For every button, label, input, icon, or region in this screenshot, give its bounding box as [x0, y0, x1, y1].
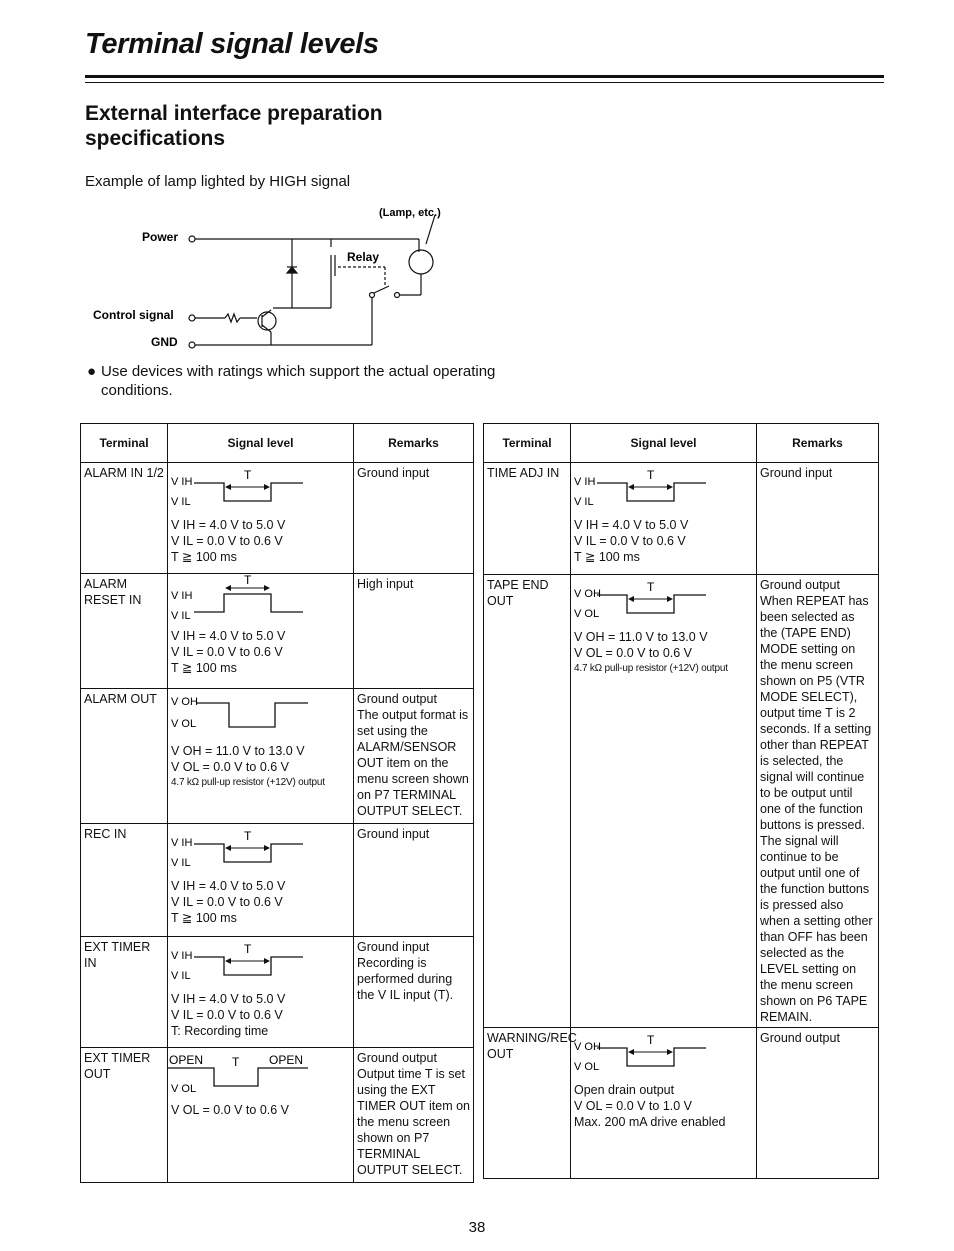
t-arrow-head-left	[225, 845, 231, 851]
t-arrow-head-right	[264, 845, 270, 851]
t-arrow-head-right	[264, 958, 270, 964]
table-row	[81, 689, 474, 824]
spec-line: V IL = 0.0 V to 0.6 V	[171, 534, 283, 548]
wave-bottom-label: V OL	[574, 608, 600, 620]
remarks-cell: Ground output The output format is set using the ALARM/SENSOR OUT item on the menu screen shown on P7 TERMINAL OUTPUT SELECT.	[354, 689, 474, 824]
spec-line: V IH = 4.0 V to 5.0 V	[574, 518, 689, 532]
signal-diagram	[168, 689, 353, 743]
wave-top-label: V OH	[171, 696, 198, 708]
spec-line: V IL = 0.0 V to 0.6 V	[574, 534, 686, 548]
wave-bottom-label: V IL	[171, 496, 191, 508]
signal-waveform	[571, 575, 751, 629]
terminal-cell: REC IN	[81, 824, 168, 937]
signal-level-cell	[168, 1048, 354, 1183]
bullet-note-text: Use devices with ratings which support the actual operating conditions.	[101, 363, 496, 399]
wave-bottom-label: V OL	[171, 718, 197, 730]
waveform-line	[194, 483, 303, 501]
table-row	[81, 463, 474, 574]
intro-text: Example of lamp lighted by HIGH signal	[85, 173, 351, 190]
spec-line: T ≧ 100 ms	[171, 911, 237, 925]
t-arrow-head-left	[628, 596, 634, 602]
relay-label: Relay	[347, 250, 380, 264]
remarks-cell: Ground output When REPEAT has been selected as the (TAPE END) MODE setting on the menu screen shown on P5 (VTR MODE SELECT), output time T is 2 seconds. If a setting other than REPEAT is selected, the signal will continue to be output until one of the function buttons is pressed. The signal will continue to be output until one of the function buttons is pressed also when a setting other than OFF has been selected as the LEVEL setting on the menu screen shown on P6 TAPE REMAIN.	[757, 575, 879, 1028]
spec-lines	[168, 991, 353, 1039]
spec-lines	[571, 629, 756, 677]
spec-lines	[571, 1082, 756, 1130]
remarks-cell: Ground output	[757, 1028, 879, 1179]
wave-bottom-label: V IL	[171, 970, 191, 982]
wave-open-left-label: OPEN	[169, 1053, 204, 1067]
waveform-line	[597, 595, 706, 613]
right-spec-table	[483, 423, 879, 1179]
signal-waveform	[571, 463, 751, 517]
remarks-cell: High input	[354, 574, 474, 689]
wave-t-label: T	[244, 829, 252, 843]
wave-bottom-label: V OL	[574, 1061, 600, 1073]
wave-t-label: T	[647, 1033, 655, 1047]
signal-level-cell	[571, 575, 757, 1028]
signal-waveform	[168, 937, 348, 991]
spec-line: Open drain output	[574, 1083, 675, 1097]
terminal-cell: ALARM RESET IN	[81, 574, 168, 689]
section-title: External interface preparation specifications	[85, 102, 383, 150]
table-row	[81, 1048, 474, 1183]
wave-open-right-label: OPEN	[269, 1053, 304, 1067]
spec-line: V IL = 0.0 V to 0.6 V	[171, 895, 283, 909]
spec-line: V OH = 11.0 V to 13.0 V	[574, 630, 708, 644]
wave-top-label: V IH	[171, 837, 193, 849]
wave-top-label: V OH	[574, 1041, 601, 1053]
table-row	[484, 575, 879, 1028]
t-arrow-head-left	[225, 958, 231, 964]
spec-line: V OL = 0.0 V to 0.6 V	[574, 646, 693, 660]
spec-lines	[571, 517, 756, 565]
waveform-line	[196, 703, 308, 727]
t-arrow-head-right	[667, 1049, 673, 1055]
control-signal-label: Control signal	[93, 308, 174, 322]
wave-t-label: T	[244, 574, 252, 587]
remarks-cell: Ground input	[354, 824, 474, 937]
signal-diagram	[168, 1048, 353, 1102]
table-row	[81, 824, 474, 937]
terminal-cell: TAPE END OUT	[484, 575, 571, 1028]
signal-waveform	[168, 574, 348, 628]
t-arrow-head-right	[667, 484, 673, 490]
spec-line: V IH = 4.0 V to 5.0 V	[171, 629, 286, 643]
signal-level-cell	[571, 1028, 757, 1179]
terminal-cell: EXT TIMER OUT	[81, 1048, 168, 1183]
t-arrow-head-right	[667, 596, 673, 602]
header-signal-level: Signal level	[168, 424, 354, 463]
signal-level-cell	[168, 574, 354, 689]
t-arrow-head-left	[225, 585, 231, 591]
signal-waveform	[168, 463, 348, 517]
gnd-label: GND	[151, 335, 178, 349]
waveform-line	[597, 483, 706, 501]
signal-diagram	[571, 1028, 756, 1082]
spec-line: V OL = 0.0 V to 0.6 V	[171, 760, 290, 774]
signal-diagram	[168, 574, 353, 628]
spec-line: T ≧ 100 ms	[171, 661, 237, 675]
page-title: Terminal signal levels	[85, 28, 379, 60]
title-rule-thick	[85, 75, 884, 78]
spec-line: V IH = 4.0 V to 5.0 V	[171, 879, 286, 893]
signal-level-cell	[571, 463, 757, 575]
spec-line: V OL = 0.0 V to 1.0 V	[574, 1099, 693, 1113]
spec-lines	[168, 517, 353, 565]
wave-bottom-label: V IL	[171, 610, 191, 622]
signal-waveform	[168, 824, 348, 878]
spec-line: V IH = 4.0 V to 5.0 V	[171, 518, 286, 532]
wave-t-label: T	[244, 468, 252, 482]
waveform-line	[597, 1048, 706, 1066]
wave-bottom-label: V IL	[574, 496, 594, 508]
spec-lines	[168, 1102, 353, 1118]
header-terminal: Terminal	[81, 424, 168, 463]
remarks-cell: Ground input	[354, 463, 474, 574]
signal-level-cell	[168, 824, 354, 937]
spec-lines	[168, 628, 353, 676]
signal-diagram	[571, 463, 756, 517]
header-terminal: Terminal	[484, 424, 571, 463]
wave-top-label: V IH	[574, 476, 596, 488]
t-arrow-head-left	[628, 1049, 634, 1055]
spec-line: V IL = 0.0 V to 0.6 V	[171, 645, 283, 659]
header-signal-level: Signal level	[571, 424, 757, 463]
spec-lines	[168, 878, 353, 926]
signal-waveform	[571, 1028, 751, 1082]
signal-diagram	[168, 824, 353, 878]
t-arrow-head-left	[628, 484, 634, 490]
waveform-line	[194, 594, 303, 612]
table-row	[484, 1028, 879, 1179]
terminal-cell: ALARM IN 1/2	[81, 463, 168, 574]
signal-waveform	[168, 689, 348, 743]
t-arrow-head-left	[225, 484, 231, 490]
wave-t-label: T	[647, 580, 655, 594]
spec-line: V OL = 0.0 V to 0.6 V	[171, 1103, 290, 1117]
pull-up-note: 4.7 kΩ pull-up resistor (+12V) output	[171, 777, 325, 788]
t-arrow-head-right	[264, 484, 270, 490]
waveform-line	[194, 957, 303, 975]
spec-line: T ≧ 100 ms	[171, 550, 237, 564]
spec-line: T: Recording time	[171, 1024, 269, 1038]
remarks-cell: Ground input	[757, 463, 879, 575]
spec-line: V IH = 4.0 V to 5.0 V	[171, 992, 286, 1006]
wave-top-label: V IH	[171, 590, 193, 602]
terminal-cell: WARNING/REC OUT	[484, 1028, 571, 1179]
signal-diagram	[168, 937, 353, 991]
wave-top-label: V OH	[574, 588, 601, 600]
signal-diagram	[571, 575, 756, 629]
bullet-dot: ●	[87, 363, 97, 380]
spec-line: V IL = 0.0 V to 0.6 V	[171, 1008, 283, 1022]
wave-bottom-label: V IL	[171, 857, 191, 869]
wave-t-label: T	[647, 468, 655, 482]
left-spec-table	[80, 423, 474, 1183]
waveform-line	[194, 844, 303, 862]
t-arrow-head-right	[264, 585, 270, 591]
spec-line: V OH = 11.0 V to 13.0 V	[171, 744, 305, 758]
spec-line: T ≧ 100 ms	[574, 550, 640, 564]
wave-bottom-label: V OL	[171, 1083, 197, 1095]
wave-t-label: T	[244, 942, 252, 956]
title-rule-thin	[85, 82, 884, 83]
signal-level-cell	[168, 937, 354, 1048]
terminal-cell: ALARM OUT	[81, 689, 168, 824]
power-label: Power	[142, 230, 179, 244]
remarks-cell: Ground output Output time T is set using the EXT TIMER OUT item on the menu screen shown on P7 TERMINAL OUTPUT SELECT.	[354, 1048, 474, 1183]
lamp-circuit-diagram	[85, 200, 465, 350]
header-remarks: Remarks	[354, 424, 474, 463]
spec-line: Max. 200 mA drive enabled	[574, 1115, 726, 1129]
page-number: 38	[468, 1219, 486, 1236]
spec-lines	[168, 743, 353, 791]
table-row	[81, 937, 474, 1048]
terminal-cell: TIME ADJ IN	[484, 463, 571, 575]
signal-diagram	[168, 463, 353, 517]
table-row	[81, 574, 474, 689]
pull-up-note: 4.7 kΩ pull-up resistor (+12V) output	[574, 663, 728, 674]
wave-top-label: V IH	[171, 476, 193, 488]
signal-waveform	[168, 1048, 348, 1102]
terminal-cell: EXT TIMER IN	[81, 937, 168, 1048]
wave-top-label: V IH	[171, 950, 193, 962]
wave-t-label: T	[232, 1055, 240, 1069]
signal-level-cell	[168, 689, 354, 824]
lamp-label: (Lamp, etc.)	[379, 207, 441, 219]
header-remarks: Remarks	[757, 424, 879, 463]
remarks-cell: Ground input Recording is performed during the V IL input (T).	[354, 937, 474, 1048]
signal-level-cell	[168, 463, 354, 574]
table-row	[484, 463, 879, 575]
